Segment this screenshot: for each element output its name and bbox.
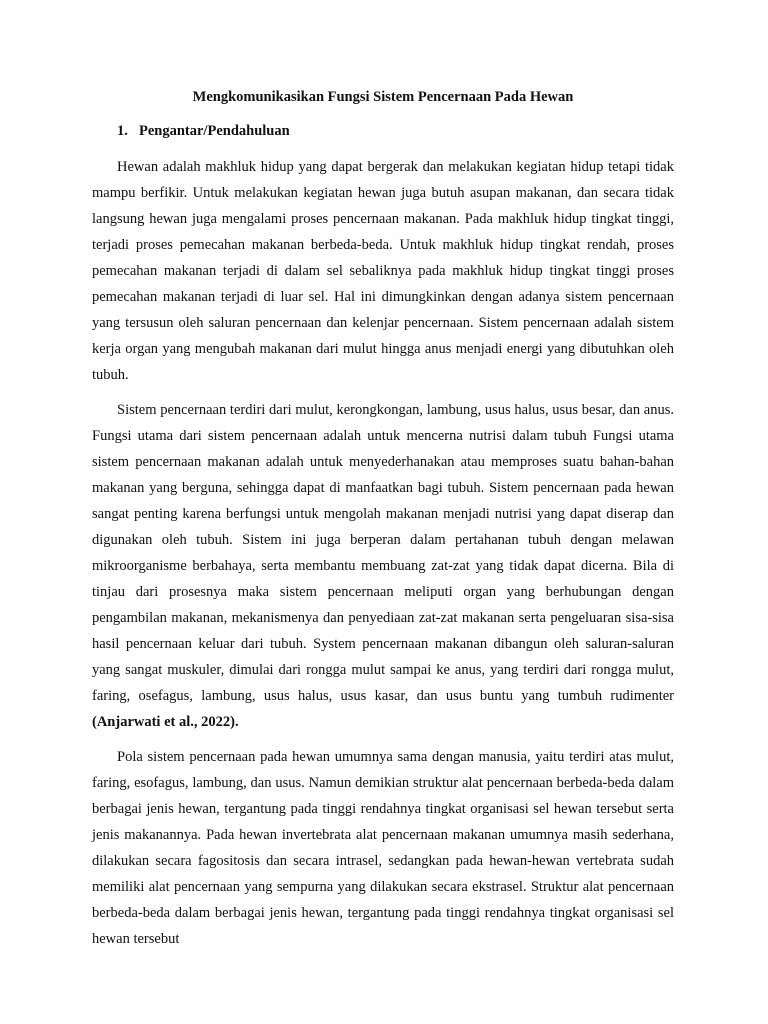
paragraph-intro [92,154,674,388]
document-page [92,86,674,961]
paragraph-text: Hewan adalah makhluk hidup yang dapat bergerak dan melakukan kegiatan hidup tetapi tidak mampu berfikir. Untuk melakukan kegiatan hewan juga butuh asupan makanan, dan secara tidak langsung hewan juga mengalami proses pencernaan makanan. Pada makhluk hidup tingkat tinggi, terjadi proses pemecahan makanan berbeda-beda. Untuk makhluk hidup tingkat rendah, proses pemecahan makanan terjadi di dalam sel sebaliknya pada makhluk hidup tingkat tinggi proses pemecahan makanan terjadi di luar sel. Hal ini dimungkinkan dengan adanya sistem pencernaan yang tersusun oleh saluran pencernaan dan kelenjar pencernaan. Sistem pencernaan adalah sistem kerja organ yang mengubah makanan dari mulut hingga anus menjadi energi yang dibutuhkan oleh tubuh. [92,159,674,383]
section-heading [117,120,674,142]
paragraph-text: Pola sistem pencernaan pada hewan umumnya sama dengan manusia, yaitu terdiri atas mulut, faring, esofagus, lambung, dan usus. Namun demikian struktur alat pencernaan berbeda-beda dalam berbagai jenis hewan, tergantung pada tinggi rendahnya tingkat organisasi sel hewan tersebut serta jenis makanannya. Pada hewan invertebrata alat pencernaan makanan umumnya masih sederhana, dilakukan secara fagositosis dan secara intrasel, sedangkan pada hewan-hewan vertebrata sudah memiliki alat pencernaan yang sempurna yang dilakukan secara ekstrasel. Struktur alat pencernaan berbeda-beda dalam berbagai jenis hewan, tergantung pada tinggi rendahnya tingkat organisasi sel hewan tersebut [92,749,674,947]
section-heading-text: Pengantar/Pendahuluan [139,123,290,139]
document-title: Mengkomunikasikan Fungsi Sistem Pencernaan Pada Hewan [192,89,574,105]
paragraph-text: Sistem pencernaan terdiri dari mulut, kerongkongan, lambung, usus halus, usus besar, dan anus. Fungsi utama dari sistem pencernaan adalah untuk mencerna nutrisi dalam tubuh Fungsi utama sistem pencernaan makanan adalah untuk menyederhanakan atau memproses suatu bahan-bahan makanan yang berguna, sehingga dapat di manfaatkan bagi tubuh. Sistem pencernaan pada hewan sangat penting karena berfungsi untuk mengolah makanan menjadi nutrisi yang dapat diserap dan digunakan oleh tubuh. Sistem ini juga berperan dalam pertahanan tubuh dengan melawan mikroorganisme berbahaya, serta membantu membuang zat-zat yang tidak dapat dicerna. Bila di tinjau dari prosesnya maka sistem pencernaan meliputi organ yang berhubungan dengan pengambilan makanan, mekanismenya dan penyediaan zat-zat makanan serta pengeluaran sisa-sisa hasil pencernaan keluar dari tubuh. System pencernaan makanan dibangun oleh saluran-saluran yang sangat muskuler, dimulai dari rongga mulut sampai ke anus, yang terdiri dari rongga mulut, faring, osefagus, lambung, usus halus, usus kasar, dan usus buntu yang tumbuh rudimenter [92,402,674,704]
paragraph-digestive-system [92,397,674,735]
paragraph-digestion-pattern [92,744,674,952]
citation: (Anjarwati et al., 2022). [92,714,239,730]
section-number: 1. [117,123,128,139]
